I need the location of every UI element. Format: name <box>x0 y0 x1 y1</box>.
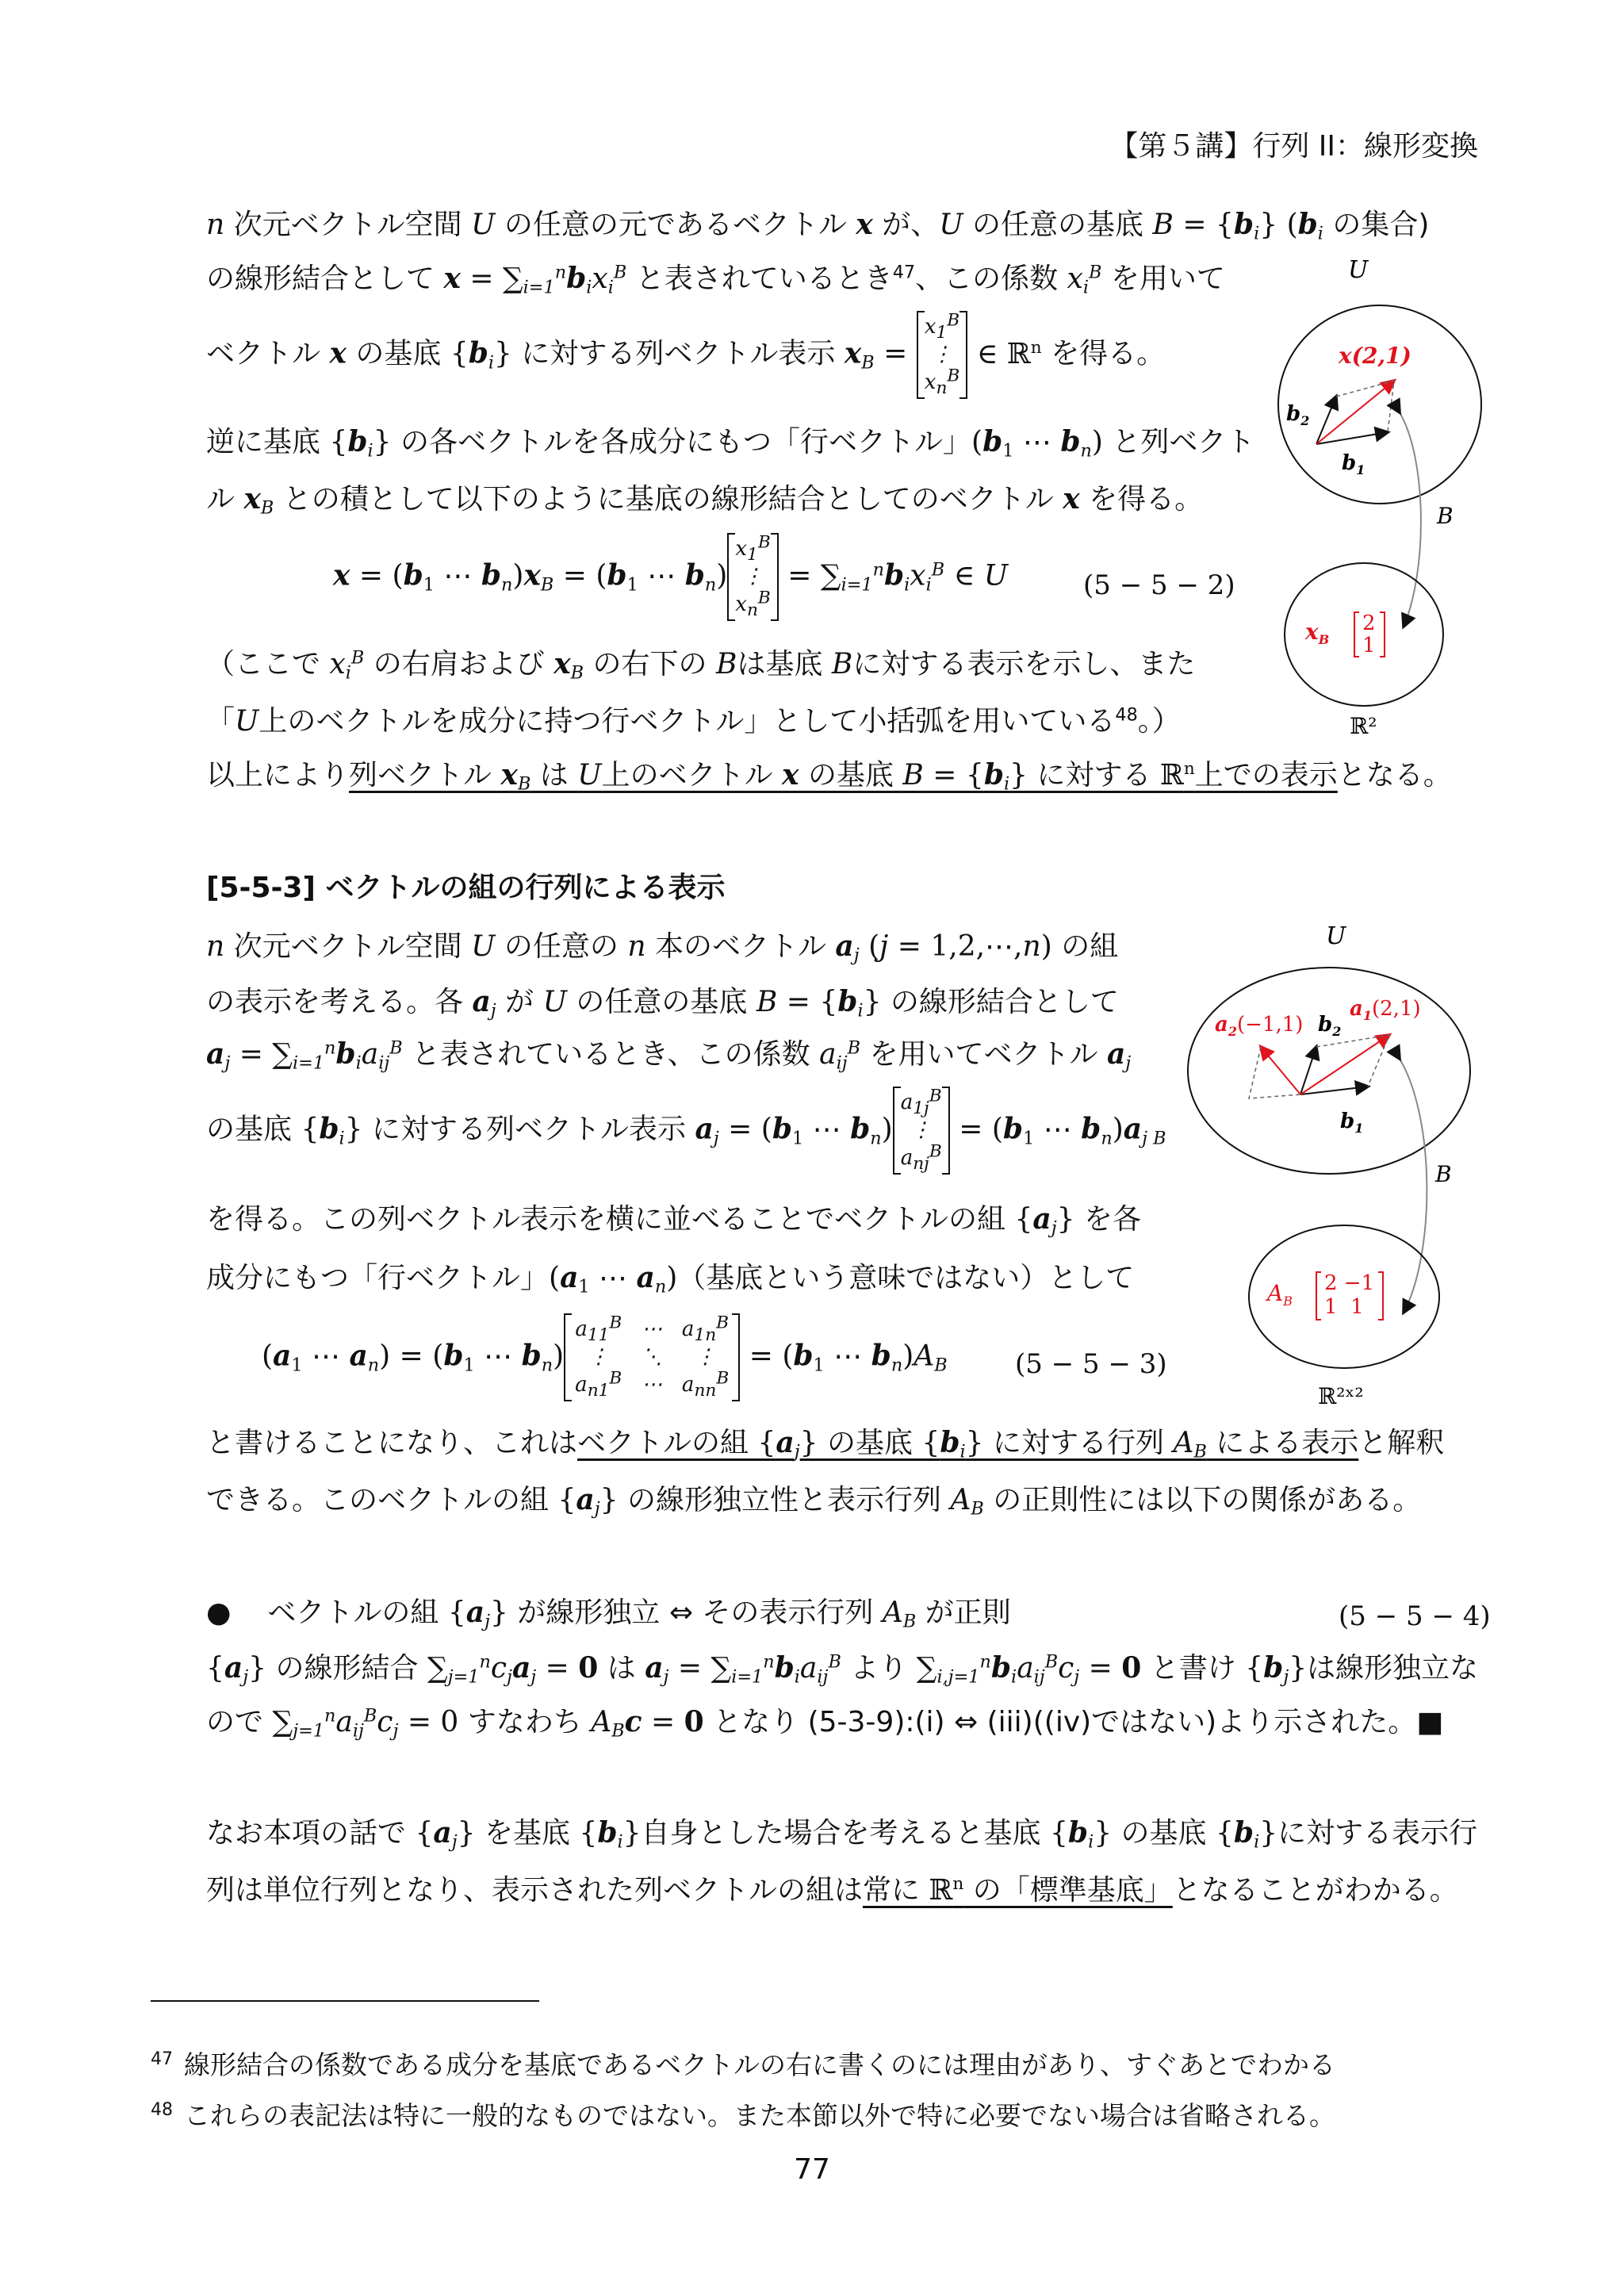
fig2-label-U: U <box>1326 922 1346 950</box>
fig2-parallelogram-a2 <box>1249 1047 1300 1098</box>
fig2-b2-label: $b_2$ <box>1318 1013 1342 1039</box>
page-header: 【第５講】行列 II：線形変換 <box>1109 130 1478 163</box>
fig2-ab-row2: 1 1 <box>1324 1295 1364 1319</box>
fig2-a2-label: $a_2(-1,1)$ <box>1215 1013 1304 1039</box>
p3-line6: 成分にもつ「行ベクトル」($a_1$ ⋯ $a_n$)（基底という意味ではない）として <box>206 1261 1135 1297</box>
p5-line1: なお本項の話で $\{a_j\}$ を基底 $\{b_i\}$自身とした場合を考えると基底 $\{b_i\}$ の基底 $\{b_i\}$に対する表示行 <box>206 1816 1478 1853</box>
p2-line1: （ここで $x_i^B$ の右肩および $x_B$ の右下の Bは基底 Bに対する表示を示し、また <box>206 647 1196 684</box>
fig1-label-Rn: ℝ² <box>1350 713 1377 739</box>
p3-line5: を得る。この列ベクトル表示を横に並べることでベクトルの組 $\{a_j\}$ を各 <box>206 1202 1141 1239</box>
p4-line2: できる。このベクトルの組 $\{a_j\}$ の線形独立性と表示行列 $A_B$ の正則性には以下の関係がある。 <box>206 1483 1422 1520</box>
p3-line2: の表示を考える。各 $a_j$ が U の任意の基底 $B = \{b_i\}$ の線形結合として <box>206 985 1119 1022</box>
fig2-ab-label: $A_B$ <box>1267 1280 1293 1309</box>
p3-line3: $a_j = \sum_{i=1}^nb_ia_{ij}^B$ と表されているとき、この係数 $a_{ij}^B$ を用いてベクトル $a_j$ <box>206 1037 1132 1074</box>
p5-line2: 列は単位行列となり、表示された列ベクトルの組は常に ℝ$^n$ の「標準基底」となることがわかる。 <box>206 1874 1458 1907</box>
fig1-b1-arrow <box>1316 432 1388 444</box>
bullet-icon: ● <box>206 1596 232 1629</box>
equation-number-5-5-4: (5 − 5 − 4) <box>1339 1600 1491 1632</box>
equation-number-5-5-3: (5 − 5 − 3) <box>1015 1348 1167 1380</box>
p1-line5: ル $x_B$ との積として以下のように基底の線形結合としてのベクトル x を得る。 <box>206 482 1204 519</box>
p2-line3: 以上により列ベクトル $x_B$ は U上のベクトル x の基底 $B = \{b_i\}$ に対する ℝ$^n$上での表示となる。 <box>206 758 1452 795</box>
equation-5-5-2: $x = (b_1$ ⋯ $b_n)x_B = (b_1$ ⋯ $b_n)x_1^B$ ⋮ $x_n^B = \sum_{i=1}^nb_ix_i^B$ ∈ U <box>333 532 1009 621</box>
fig1-label-U: U <box>1348 256 1369 284</box>
p3-line4: の基底 $\{b_i\}$ に対する列ベクトル表示 $a_j = (b_1$ ⋯ $b_n)a_{1j}^B$ ⋮ $a_{nj}^B = (b_1$ ⋯ $b_n)a_{j B}$ <box>206 1086 1166 1175</box>
fig2-label-R2x2: ℝ²ˣ² <box>1318 1383 1364 1409</box>
equation-5-5-3: ($a_1$ ⋯ $a_n) = (b_1$ ⋯ $b_n)a_{11}^B$ ⋯ $a_{1n}^B$ ⋮ ⋱ ⋮ $a_{n1}^B$ ⋯ $a_{nn}^B = (b_1$ ⋯ $b_n)A_B$ <box>262 1313 948 1401</box>
page-number: 77 <box>794 2153 830 2186</box>
p4-line1: と書けることになり、これはベクトルの組 $\{a_j\}$ の基底 $\{b_i\}$ に対する行列 $A_B$ による表示と解釈 <box>206 1426 1445 1462</box>
equation-number-5-5-2: (5 − 5 − 2) <box>1083 569 1235 601</box>
bullet-statement: ● ベクトルの組 $\{a_j\}$ が線形独立 ⇔ その表示行列 $A_B$ が正則 <box>206 1596 1011 1632</box>
proof-line1: $\{a_j\}$ の線形結合 $\sum_{j=1}^nc_ja_j = 0$ は $a_j = \sum_{i=1}^nb_ia_{ij}^B$ より $\sum_{i,j=1}^nb_ia_{ij}^Bc_j = 0$ と書け $\{b_j\}$は線形独立な <box>206 1651 1479 1688</box>
fig2-map-label: B <box>1435 1161 1452 1187</box>
fig2-a1-arrow <box>1300 1035 1389 1094</box>
p3-line1: n 次元ベクトル空間 U の任意の n 本のベクトル $a_j$ (j = 1,2,⋯,n) の組 <box>206 930 1119 966</box>
figure-basis-representation <box>1261 254 1499 746</box>
fig1-xb-value-top: 2 <box>1362 611 1376 635</box>
fig1-xb-label: $x_B$ <box>1305 619 1330 647</box>
p1-line3: ベクトル x の基底 $\{b_i\}$ に対する列ベクトル表示 $x_B = x_1^B$ ⋮ $x_n^B$ ∈ ℝ$^n$ を得る。 <box>206 310 1166 399</box>
fig1-map-label: B <box>1437 503 1454 529</box>
p2-line2: 「U上のベクトルを成分に持つ行ベクトル」として小括弧を用いている$^{48}$。） <box>206 704 1181 738</box>
section-heading: [5-5-3] ベクトルの組の行列による表示 <box>206 872 726 904</box>
figure-vector-set-representation <box>1182 920 1483 1428</box>
fig2-map-arrow <box>1400 1059 1427 1313</box>
p1-line4: 逆に基底 $\{b_i\}$ の各ベクトルを各成分にもつ「行ベクトル」($b_1$ ⋯ $b_n$) と列ベクト <box>206 425 1255 462</box>
fig1-b2-label: $b_2$ <box>1286 402 1310 428</box>
fig2-a2-arrow <box>1261 1047 1300 1094</box>
proof-line2: ので $\sum_{j=1}^na_{ij}^Bc_j = 0$ すなわち $A_Bc = 0$ となり (5-3-9):(i) ⇔ (iii)((iv)ではない)より示された。■ <box>206 1705 1444 1742</box>
fig2-ab-row1: 2 −1 <box>1324 1271 1375 1295</box>
footnote-48: $^{48}$ これらの表記法は特に一般的なものではない。また本節以外で特に必要でない場合は省略される。 <box>151 2100 1335 2131</box>
p1-line2: の線形結合として $x = \sum_{i=1}^nb_ix_i^B$ と表されているとき$^{47}$、この係数 $x_i^B$ を用いて <box>206 262 1225 298</box>
footnote-rule <box>151 2000 539 2002</box>
fig1-b1-label: $b_1$ <box>1342 451 1365 477</box>
fig2-space-U <box>1188 968 1470 1174</box>
fig1-space-U <box>1278 305 1481 504</box>
fig1-vector-label: x(2,1) <box>1339 343 1411 369</box>
fig2-b1-label: $b_1$ <box>1340 1110 1364 1136</box>
p1-line1: n 次元ベクトル空間 U の任意の元であるベクトル x が、U の任意の基底 $B = \{b_i\}$ ($b_i$ の集合) <box>206 208 1430 244</box>
fig2-a1-label: $a_1(2,1)$ <box>1350 997 1421 1023</box>
fig2-b2-arrow <box>1300 1047 1316 1094</box>
footnote-47: $^{47}$ 線形結合の係数である成分を基底であるベクトルの右に書くのには理由があり、すぐあとでわかる <box>151 2049 1335 2080</box>
fig1-x-arrow <box>1316 381 1394 444</box>
fig1-map-arrow <box>1400 412 1421 627</box>
fig1-xb-value-bottom: 1 <box>1362 634 1376 657</box>
